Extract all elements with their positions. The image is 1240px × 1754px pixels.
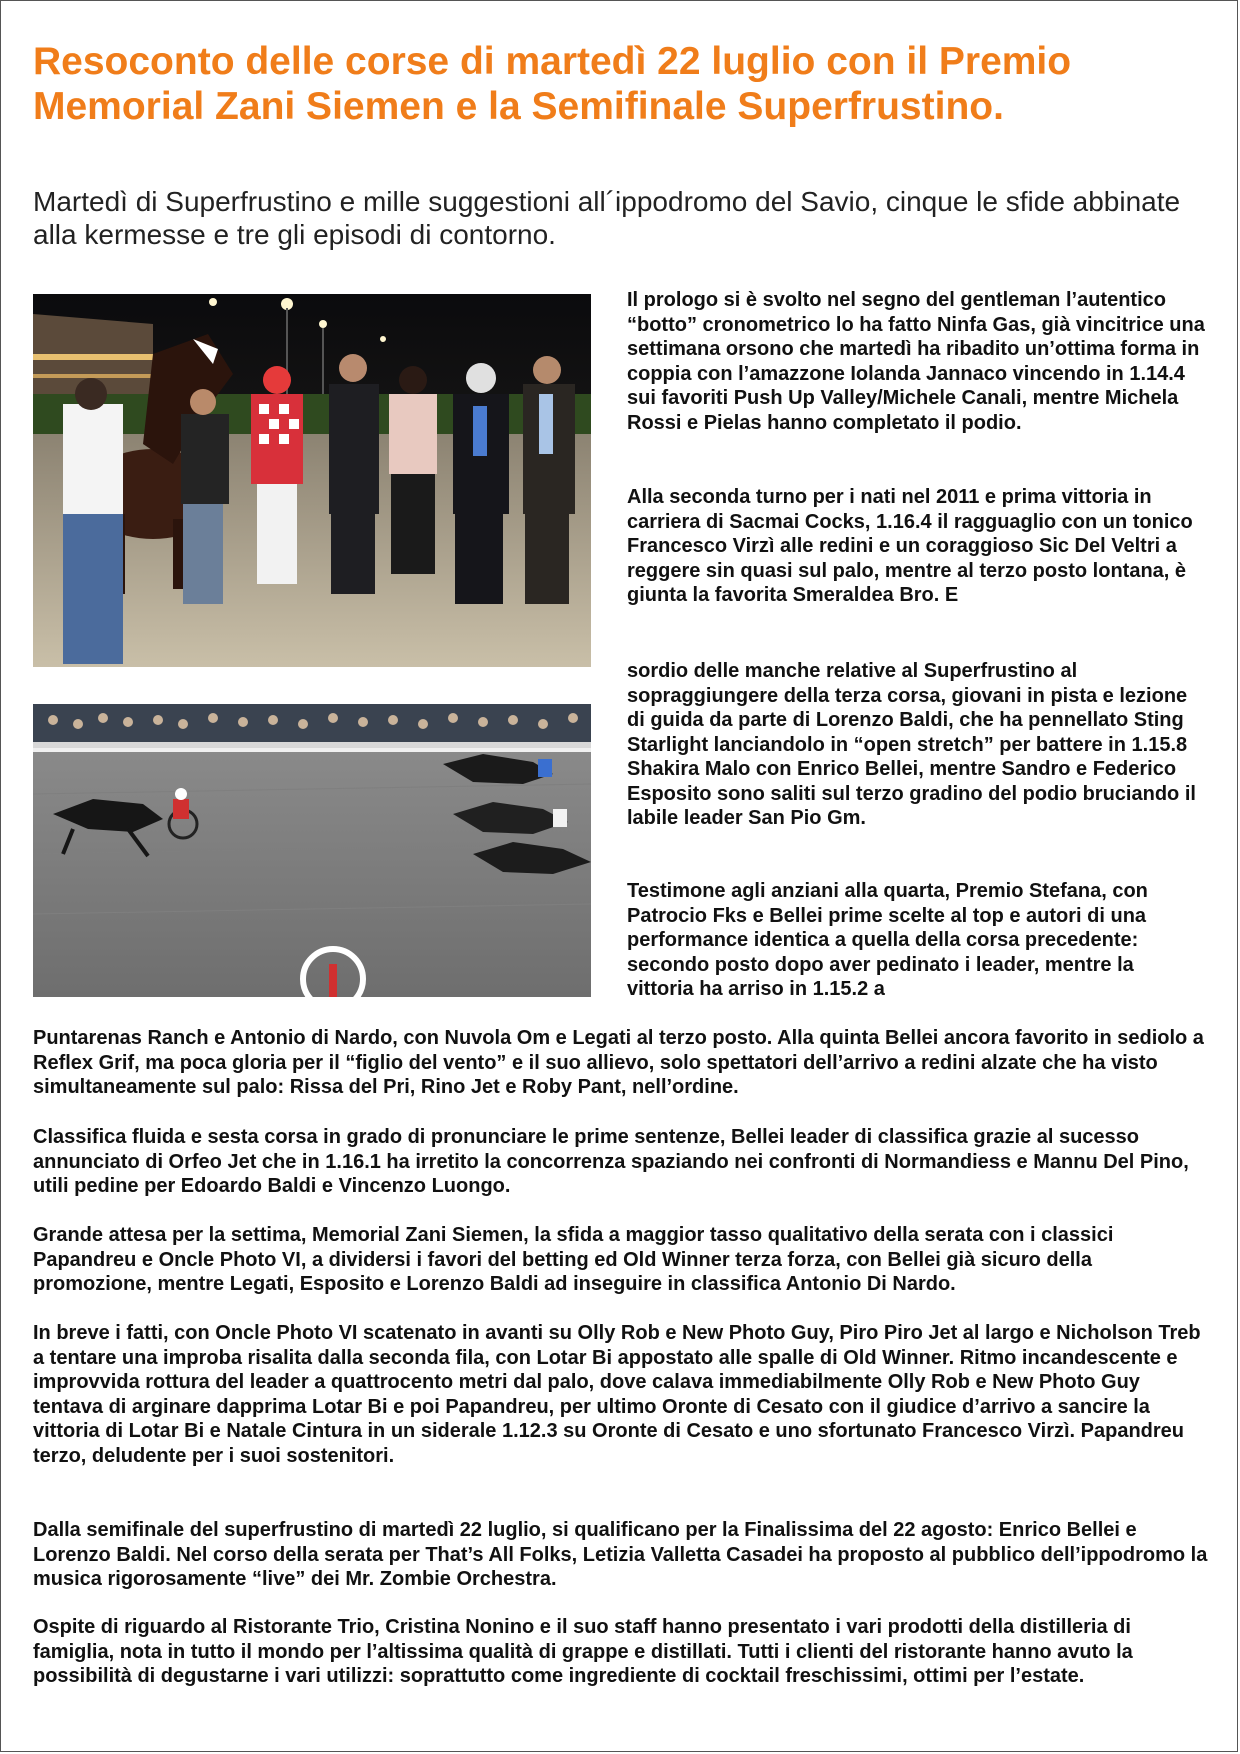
paragraph-7: Grande attesa per la settima, Memorial Zani Siemen, la sfida a maggior tasso qualitativo della serata con i classici Papandreu e Oncle Photo VI, a dividersi i favori del betting ed Old Winner terza forza, con Bellei già sicuro della promozione, mentre Legati, Esposito e Lorenzo Baldi ad inseguire in classifica Antonio Di Nardo. [33, 1224, 1114, 1295]
paragraph-2: Alla seconda turno per i nati nel 2011 e prima vittoria in carriera di Sacmai Cocks, 1.16.4 il ragguaglio con un tonico Francesco Virzì alle redini e un coraggioso Sic Del Veltri a reggere sin quasi sul palo, mentre al terzo posto lontana, è giunta la favorita Smeraldea Bro. E [627, 486, 1193, 606]
paragraph-6: Classifica fluida e sesta corsa in grado di pronunciare le prime sentenze, Bellei leader di classifica grazie al sucesso annunciato di Orfeo Jet che in 1.16.1 ha irretito la concorrenza spaziando nei confronti di Normandiess e Mannu Del Pino, utili pedine per Edoardo Baldi e Vincenzo Luongo. [33, 1126, 1189, 1197]
harness-race-photo [33, 704, 591, 997]
article-title: Resoconto delle corse di martedì 22 luglio con il Premio Memorial Zani Siemen e la Semifinale Superfrustino. [33, 40, 1072, 128]
paragraph-3: sordio delle manche relative al Superfrustino al sopraggiungere della terza corsa, giovani in pista e lezione di guida da parte di Lorenzo Baldi, che ha pennellato Sting Starlight lanciandolo in “open stretch” per battere in 1.15.8 Shakira Malo con Enrico Bellei, mentre Sandro e Federico Esposito sono saliti sul terzo gradino del podio bruciando il labile leader San Pio Gm. [627, 660, 1196, 829]
article-subtitle: Martedì di Superfrustino e mille suggestioni all´ippodromo del Savio, cinque le sfide abbinate alla kermesse e tre gli episodi di contorno. [33, 186, 1181, 250]
paragraph-10: Ospite di riguardo al Ristorante Trio, Cristina Nonino e il suo staff hanno presentato i vari prodotti della distilleria di famiglia, nota in tutto il mondo per l’altissima qualità di grappe e distillati. Tutti i clienti del ristorante hanno avuto la possibilità di degustarne i vari utilizzi: soprattutto come ingrediente di cocktail freschissimi, ottimi per l’estate. [33, 1616, 1133, 1687]
paragraph-8: In breve i fatti, con Oncle Photo VI scatenato in avanti su Olly Rob e New Photo Guy, Piro Piro Jet al largo e Nicholson Treb a tentare una improba risalita dalla seconda fila, con Lotar Bi appostato alle spalle di Old Winner. Ritmo incandescente e improvvida rottura del leader a quattrocento metri dal palo, dove calava immediabilmente Olly Rob e New Photo Guy tentava di arginare dapprima Lotar Bi e poi Papandreu, per ultimo Oronte di Cesato con il giudice d’arrivo a sancire la vittoria di Lotar Bi e Natale Cintura in un siderale 1.12.3 su Oronte di Cesato e uno sfortunato Francesco Virzì. Papandreu terzo, deludente per i suoi sostenitori. [33, 1322, 1201, 1467]
paragraph-4: Testimone agli anziani alla quarta, Premio Stefana, con Patrocio Fks e Bellei prime scelte al top e autori di una performance identica a quella della corsa precedente: secondo posto dopo aver pedinato i leader, mentre la vittoria ha arriso in 1.15.2 a [627, 880, 1148, 1000]
award-ceremony-photo [33, 294, 591, 667]
paragraph-1: Il prologo si è svolto nel segno del gentleman l’autentico “botto” cronometrico lo ha fatto Ninfa Gas, già vincitrice una settimana orsono che martedì ha ribadito un’ottima forma in coppia con l’amazzone Iolanda Jannaco vincendo in 1.14.4 sui favoriti Push Up Valley/Michele Canali, mentre Michela Rossi e Pielas hanno completato il podio. [627, 289, 1205, 434]
paragraph-9: Dalla semifinale del superfrustino di martedì 22 luglio, si qualificano per la Finalissima del 22 agosto: Enrico Bellei e Lorenzo Baldi. Nel corso della serata per That’s All Folks, Letizia Valletta Casadei ha proposto al pubblico dell’ippodromo la musica rigorosamente “live” dei Mr. Zombie Orchestra. [33, 1519, 1208, 1590]
paragraph-5: Puntarenas Ranch e Antonio di Nardo, con Nuvola Om e Legati al terzo posto. Alla quinta Bellei ancora favorito in sediolo a Reflex Grif, ma poca gloria per il “figlio del vento” e il suo allievo, solo spettatori dell’arrivo a redini alzate che ha visto simultaneamente sul palo: Rissa del Pri, Rino Jet e Roby Pant, nell’ordine. [33, 1027, 1204, 1098]
